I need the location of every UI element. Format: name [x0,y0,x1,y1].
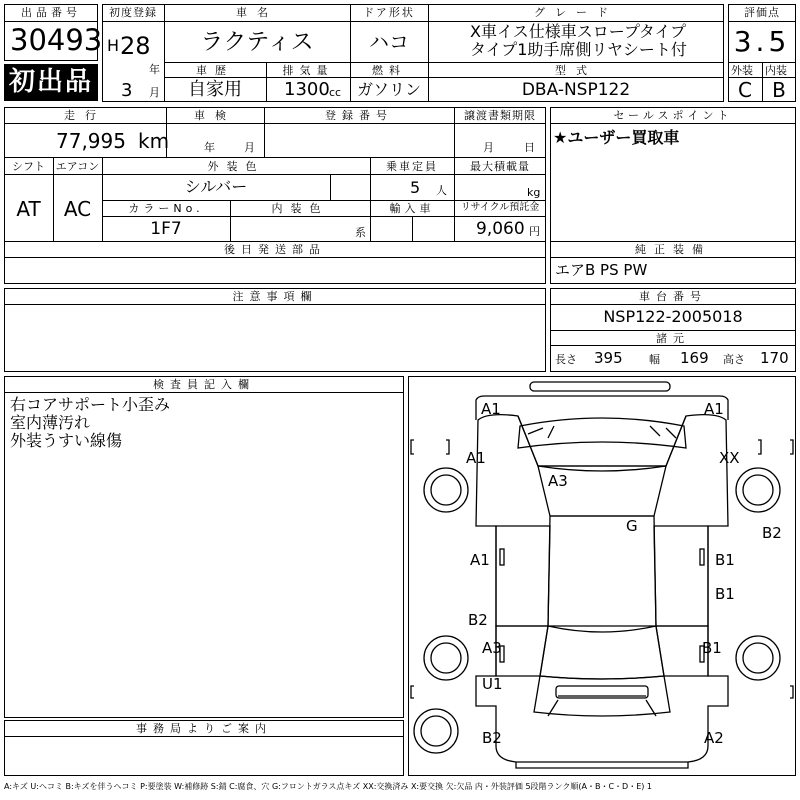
mark-left-front-door: A1 [470,551,490,569]
color-no-label: カラーNo. [128,202,204,215]
sales-point-label: セールスポイント [613,109,733,122]
mark-left-fender: A1 [466,449,486,467]
first-listing-badge: 初出品 [4,64,98,101]
mark-hood: A3 [548,472,568,490]
mileage-value: 77,995 [56,129,126,153]
mark-right-fender: XX [719,449,740,467]
inspector-note-3: 外装うすい線傷 [10,431,123,450]
capacity-unit: 人 [436,184,447,197]
transfer-day-unit: 日 [524,141,535,154]
shift-label: シフト [12,160,45,173]
ext-color-label: 外装色 [207,160,265,173]
specs-length: 395 [594,349,623,367]
reg-number-label: 登録番号 [325,109,393,122]
inspection-label: 車検 [194,109,236,122]
displacement-unit: cc [329,86,342,99]
mark-front-right: A1 [704,400,724,418]
exterior-grade: C [738,78,752,102]
registration-year-unit: 年 [149,63,160,76]
mark-right-front-door: B1 [715,551,735,569]
mark-right-rear-door: B1 [715,585,735,603]
specs-height: 170 [760,349,789,367]
interior-label: 内装 [765,64,787,77]
model-value: DBA-NSP122 [521,80,631,100]
registration-month-unit: 月 [149,86,160,99]
color-no-value: 1F7 [150,219,182,239]
lot-number: 30493 [10,23,103,57]
equipment-value: エアB PS PW [555,261,648,279]
inspection-year-unit: 年 [204,141,215,154]
mark-windshield: G [626,517,638,535]
capacity-value: 5 [410,178,421,197]
inspection-month-unit: 月 [244,141,255,154]
interior-grade: B [772,78,786,102]
registration-year: 28 [120,32,151,60]
aircon-value: AC [63,197,92,221]
door-value: ハコ [369,30,409,54]
car-diagram [408,376,796,776]
score-value: 3.5 [733,25,791,58]
mark-left-rear-door: B2 [468,611,488,629]
grade-label: グレード [534,6,618,19]
car-name-label: 車名 [236,6,278,19]
mileage-label: 走行 [64,109,106,122]
history-value: 自家用 [188,79,242,100]
transfer-label: 譲渡書類期限 [464,109,536,122]
chassis-label: 車台番号 [639,290,707,303]
displacement-value: 1300 [284,79,330,100]
inspector-note-1: 右コアサポート小歪み [10,395,171,414]
history-label: 車歴 [196,64,234,77]
registration-era: H [107,36,120,55]
mark-rear-right: A2 [704,729,724,747]
int-color-label: 内装色 [271,202,329,215]
office-label: 事務局よりご案内 [136,722,272,735]
lot-label: 出品番号 [21,6,81,19]
aircon-label: エアコン [55,160,100,173]
specs-length-label: 長さ [555,353,577,366]
displacement-label: 排気量 [282,64,334,77]
inspector-note-2: 室内薄汚れ [10,413,91,432]
import-label: 輸入車 [389,202,435,215]
car-name: ラクティス [200,29,314,55]
specs-label: 諸元 [656,332,690,345]
recycle-unit: 円 [529,225,540,238]
fuel-label: 燃料 [372,64,406,77]
mark-right-side: B2 [762,524,782,542]
mark-rear-left: B2 [482,729,502,747]
capacity-label: 乗車定員 [386,160,438,173]
grade-line2: タイプ1助手席側リヤシート付 [470,40,687,59]
fuel-value: ガソリン [356,80,421,99]
equipment-label: 純正装備 [635,243,711,256]
recycle-label: リサイクル預託金 [460,202,540,213]
mark-left-rear-corner: U1 [482,675,503,693]
specs-width: 169 [680,349,709,367]
transfer-month-unit: 月 [483,141,494,154]
grade-line1: X車イス仕様車スロープタイプ [470,22,687,41]
shift-value: AT [16,197,41,221]
specs-width-label: 幅 [649,353,660,366]
chassis-value: NSP122-2005018 [603,307,743,326]
recycle-value: 9,060 [476,219,525,239]
mark-front-left: A1 [481,400,501,418]
mark-right-quarter: B1 [702,639,722,657]
exterior-label: 外装 [731,64,753,77]
max-load-unit: kg [527,186,541,199]
mark-left-quarter: A3 [482,639,502,657]
door-label: ドア形状 [363,6,415,19]
sales-point-text: ★ユーザー買取車 [553,128,680,147]
score-label: 評価点 [744,6,780,19]
max-load-label: 最大積載量 [470,160,530,173]
model-label: 型式 [555,64,597,77]
ext-color-value: シルバー [184,177,248,196]
notes-label: 注意事項欄 [232,290,318,303]
inspector-label: 検査員記入欄 [153,378,255,391]
int-color-unit: 系 [355,226,366,239]
registration-label: 初度登録 [109,6,157,19]
registration-month: 3 [121,80,133,101]
specs-height-label: 高さ [723,353,745,366]
legend: A:キズ U:ヘコミ B:キズを伴うヘコミ P:要塗装 W:補修跡 S:錆 C:腐食、穴 G:フロントガラス点キズ XX:交換済み X:要交換 欠:欠品 内・外装評価 5段階ランク順(A・B・C・D・E) 1 [4,782,653,791]
later-parts-label: 後日発送部品 [224,243,326,256]
mileage-unit: km [138,129,170,153]
